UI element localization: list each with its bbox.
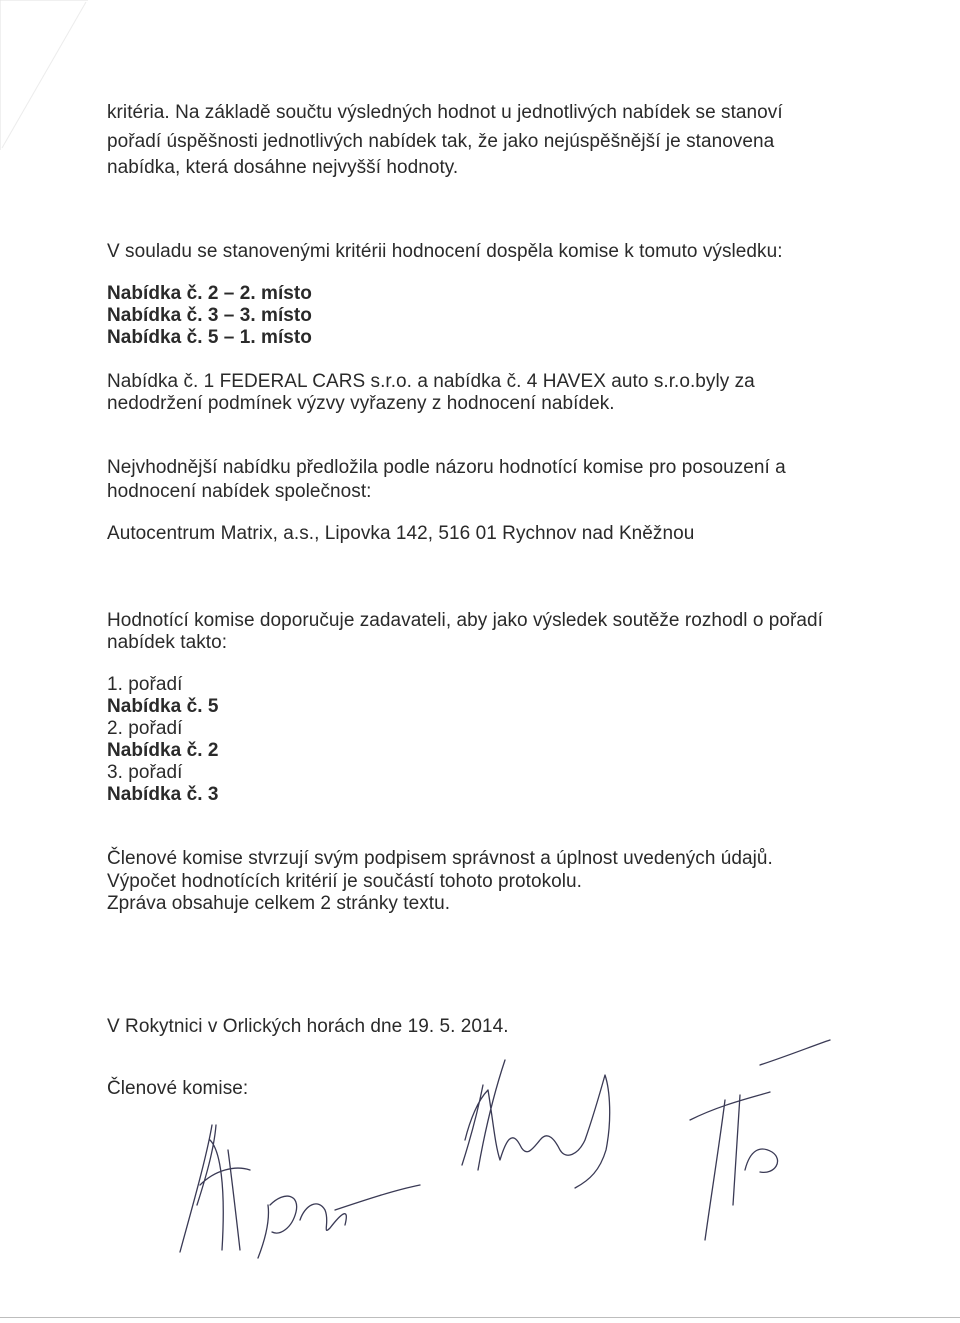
bottom-scan-line: [0, 1316, 960, 1319]
confirmation-line: Členové komise stvrzují svým podpisem správnost a úplnost uvedených údajů.: [107, 848, 773, 869]
result-intro: V souladu se stanovenými kritérii hodnocení dospěla komise k tomuto výsledku:: [107, 241, 783, 262]
best-offer-line: Nejvhodnější nabídku předložila podle názoru hodnotící komise pro posouzení a: [107, 457, 786, 478]
excluded-line: nedodržení podmínek výzvy vyřazeny z hodnocení nabídek.: [107, 393, 615, 414]
ranking-order: 1. pořadí: [107, 674, 183, 695]
ranking-offer: Nabídka č. 2: [107, 740, 219, 761]
excluded-line: Nabídka č. 1 FEDERAL CARS s.r.o. a nabídka č. 4 HAVEX auto s.r.o.byly za: [107, 371, 755, 392]
signature-1: [180, 1125, 250, 1252]
signatures: [0, 1030, 960, 1323]
scan-corner-fold: [0, 0, 110, 160]
recommendation-line: nabídek takto:: [107, 632, 228, 653]
recommendation-line: Hodnotící komise doporučuje zadavateli, aby jako výsledek soutěže rozhodl o pořadí: [107, 610, 823, 631]
paragraph-line: nabídka, která dosáhne nejvyšší hodnoty.: [107, 157, 459, 178]
ranking-offer: Nabídka č. 5: [107, 696, 219, 717]
ranking-order: 2. pořadí: [107, 718, 183, 739]
winner-company: Autocentrum Matrix, a.s., Lipovka 142, 516 01 Rychnov nad Kněžnou: [107, 523, 695, 544]
best-offer-line: hodnocení nabídek společnost:: [107, 481, 372, 502]
place-date: V Rokytnici v Orlických horách dne 19. 5. 2014.: [107, 1016, 509, 1037]
result-item: Nabídka č. 3 – 3. místo: [107, 305, 312, 326]
paragraph-line: kritéria. Na základě součtu výsledných hodnot u jednotlivých nabídek se stanoví: [107, 102, 783, 123]
result-item: Nabídka č. 2 – 2. místo: [107, 283, 312, 304]
signature-3: [462, 1060, 610, 1188]
confirmation-line: Výpočet hodnotících kritérií je součástí tohoto protokolu.: [107, 871, 582, 892]
confirmation-line: Zpráva obsahuje celkem 2 stránky textu.: [107, 893, 451, 914]
members-label: Členové komise:: [107, 1078, 249, 1099]
paragraph-line: pořadí úspěšnosti jednotlivých nabídek tak, že jako nejúspěšnější je stanovena: [107, 131, 775, 152]
signature-2: [258, 1185, 420, 1258]
result-item: Nabídka č. 5 – 1. místo: [107, 327, 312, 348]
ranking-offer: Nabídka č. 3: [107, 784, 219, 805]
signature-4: [690, 1040, 830, 1240]
ranking-order: 3. pořadí: [107, 762, 183, 783]
